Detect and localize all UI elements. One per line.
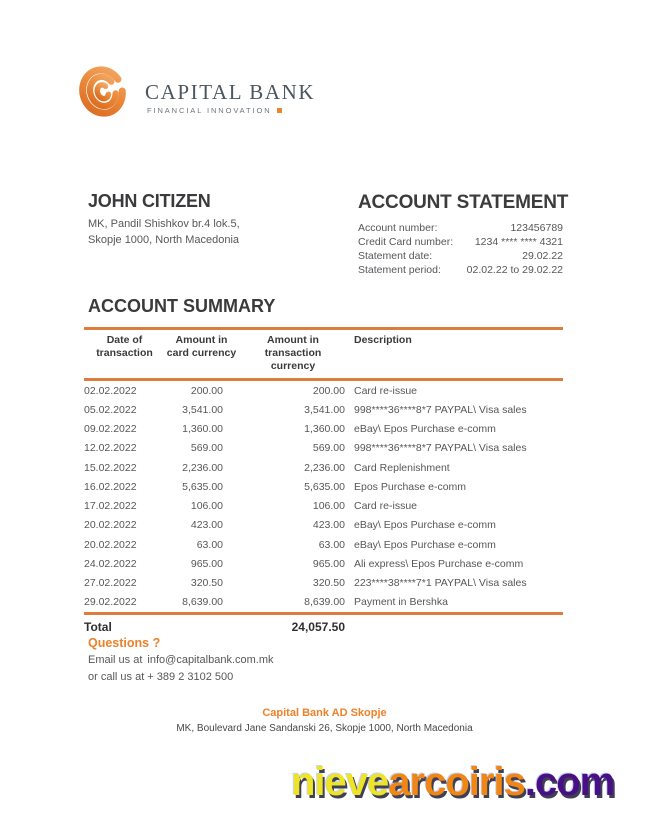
column-header-date: Date of transaction: [96, 334, 153, 359]
transaction-description: eBay\ Epos Purchase e-comm: [354, 423, 496, 436]
transaction-amount-card: 423.00: [190, 519, 223, 532]
transaction-date: 29.02.2022: [84, 596, 137, 609]
transaction-date: 09.02.2022: [84, 423, 137, 436]
watermark-part3: .com: [524, 760, 615, 804]
watermark-site-name: [291, 760, 614, 805]
table-row: [84, 477, 563, 496]
phone-line: or call us at + 389 2 3102 500: [88, 671, 234, 683]
transaction-amount-card: 63.00: [196, 538, 223, 551]
transaction-amount-card: 1,360.00: [182, 423, 223, 436]
questions-block: [88, 636, 274, 684]
transaction-amount-card: 106.00: [190, 500, 223, 513]
table-row: [84, 381, 563, 400]
questions-title: Questions ?: [88, 636, 161, 650]
transaction-amount-txn: 8,639.00: [304, 596, 345, 609]
table-row: [84, 535, 563, 554]
transaction-amount-txn: 2,236.00: [304, 461, 345, 474]
table-row: [84, 574, 563, 593]
email-address: info@capitalbank.com.mk: [147, 654, 274, 666]
table-row: [84, 458, 563, 477]
statement-field-row: [358, 235, 563, 249]
transaction-amount-txn: 965.00: [312, 557, 345, 570]
transaction-date: 15.02.2022: [84, 461, 137, 474]
transaction-date: 20.02.2022: [84, 538, 137, 551]
transaction-date: 05.02.2022: [84, 403, 137, 416]
table-row: [84, 400, 563, 419]
footer-block: [0, 707, 649, 734]
table-row: [84, 593, 563, 612]
transaction-amount-txn: 1,360.00: [304, 423, 345, 436]
transaction-amount-card: 320.50: [190, 577, 223, 590]
field-label: Statement date:: [358, 250, 433, 262]
transaction-description: Ali express\ Epos Purchase e-comm: [354, 557, 524, 570]
transaction-date: 17.02.2022: [84, 500, 137, 513]
statement-field-row: [358, 263, 563, 277]
transactions-table: [84, 327, 563, 634]
transaction-description: Epos Purchase e-comm: [354, 480, 467, 493]
transaction-description: 998****36****8*7 PAYPAL\ Visa sales: [354, 403, 527, 416]
transaction-date: 12.02.2022: [84, 442, 137, 455]
transaction-amount-card: 8,639.00: [182, 596, 223, 609]
transaction-description: Payment in Bershka: [354, 596, 448, 609]
table-header: [84, 330, 563, 378]
transaction-date: 02.02.2022: [84, 384, 137, 397]
column-header-description: Description: [354, 334, 412, 346]
field-value: 123456789: [510, 222, 563, 234]
transaction-amount-txn: 569.00: [312, 442, 345, 455]
field-label: Credit Card number:: [358, 236, 454, 248]
customer-address-line2: Skopje 1000, North Macedonia: [88, 233, 240, 246]
transaction-description: 223****38****7*1 PAYPAL\ Visa sales: [354, 577, 527, 590]
field-value: 1234 **** **** 4321: [474, 236, 563, 248]
transaction-description: 998****36****8*7 PAYPAL\ Visa sales: [354, 442, 527, 455]
transaction-amount-txn: 106.00: [312, 500, 345, 513]
column-header-amount-transaction: Amount in transaction currency: [264, 334, 322, 372]
transaction-date: 24.02.2022: [84, 557, 137, 570]
account-summary-title: ACCOUNT SUMMARY: [88, 296, 276, 316]
transaction-amount-card: 2,236.00: [182, 461, 223, 474]
transactions-body: [84, 381, 563, 612]
column-header-amount-card: Amount in card currency: [166, 334, 237, 359]
table-row: [84, 497, 563, 516]
transaction-amount-txn: 200.00: [312, 384, 345, 397]
customer-block: [88, 191, 240, 248]
capital-bank-logo-icon: [78, 64, 128, 127]
total-value: 24,057.50: [291, 620, 345, 634]
customer-name: JOHN CITIZEN: [88, 191, 211, 211]
transaction-date: 27.02.2022: [84, 577, 137, 590]
field-label: Account number:: [358, 222, 438, 234]
field-value: 29.02.22: [522, 250, 563, 262]
transaction-amount-txn: 320.50: [312, 577, 345, 590]
brand-name: CAPITAL BANK: [145, 80, 316, 104]
watermark-part2: arcoiris: [388, 760, 525, 804]
email-prefix: Email us at: [88, 654, 143, 666]
table-row: [84, 554, 563, 573]
total-row: [84, 620, 563, 634]
transaction-amount-txn: 423.00: [312, 519, 345, 532]
transaction-amount-txn: 5,635.00: [304, 480, 345, 493]
transaction-amount-card: 5,635.00: [182, 480, 223, 493]
brand-tagline: [147, 106, 282, 115]
statement-field-row: [358, 221, 563, 235]
tagline-square-icon: [277, 108, 282, 113]
watermark-part1: nieve: [291, 760, 389, 804]
field-value: 02.02.22 to 29.02.22: [466, 264, 563, 276]
transaction-amount-card: 200.00: [190, 384, 223, 397]
account-statement-block: [358, 192, 569, 277]
transaction-amount-card: 3,541.00: [182, 403, 223, 416]
transaction-description: eBay\ Epos Purchase e-comm: [354, 538, 496, 551]
field-label: Statement period:: [358, 264, 441, 276]
table-row: [84, 439, 563, 458]
transaction-amount-card: 569.00: [190, 442, 223, 455]
transaction-amount-txn: 3,541.00: [304, 403, 345, 416]
footer-bank-address: MK, Boulevard Jane Sandanski 26, Skopje 1000, North Macedonia: [176, 723, 473, 734]
total-label: Total: [84, 620, 112, 634]
footer-bank-name: Capital Bank AD Skopje: [262, 707, 387, 719]
transaction-description: Card re-issue: [354, 500, 418, 513]
transaction-date: 16.02.2022: [84, 480, 137, 493]
brand-tagline-text: FINANCIAL INNOVATION: [147, 106, 272, 115]
statement-field-row: [358, 249, 563, 263]
table-row: [84, 420, 563, 439]
account-statement-title: ACCOUNT STATEMENT: [358, 192, 569, 213]
transaction-date: 20.02.2022: [84, 519, 137, 532]
transaction-description: Card re-issue: [354, 384, 418, 397]
transaction-description: eBay\ Epos Purchase e-comm: [354, 519, 496, 532]
customer-address-line1: MK, Pandil Shishkov br.4 lok.5,: [88, 218, 240, 230]
transaction-description: Card Replenishment: [354, 461, 450, 474]
transaction-amount-txn: 63.00: [318, 538, 345, 551]
table-row: [84, 516, 563, 535]
table-bottom-rule: [84, 612, 563, 615]
email-line: [88, 654, 274, 667]
transaction-amount-card: 965.00: [190, 557, 223, 570]
